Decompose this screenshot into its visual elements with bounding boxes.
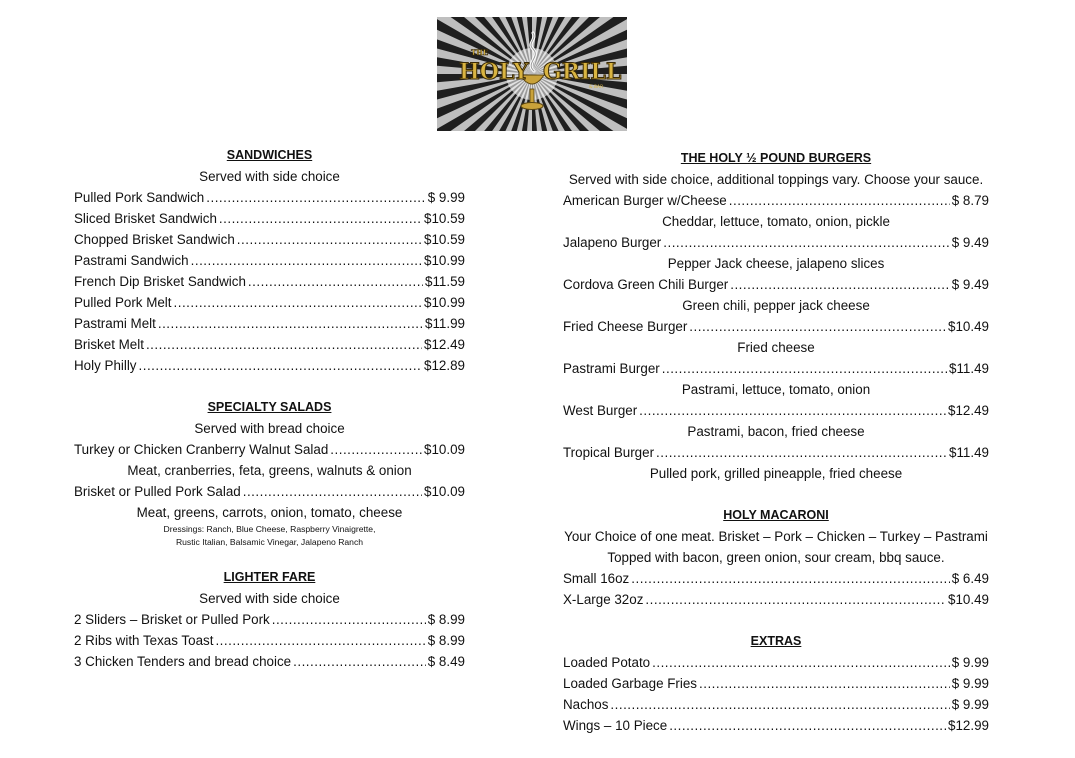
- item-name: Brisket Melt: [74, 337, 144, 352]
- item-name: West Burger: [563, 403, 638, 418]
- dot-leader: [645, 589, 946, 610]
- item-name: American Burger w/Cheese: [563, 193, 727, 208]
- logo-bar-text: & BAR: [589, 85, 604, 90]
- item-price: $10.99: [424, 295, 465, 310]
- menu-item: [74, 334, 465, 355]
- dot-leader: [158, 313, 423, 334]
- menu-item: [563, 232, 989, 253]
- item-price: $ 9.99: [951, 655, 989, 670]
- item-name: Brisket or Pulled Pork Salad: [74, 484, 241, 499]
- menu-item: [74, 355, 465, 376]
- dot-leader: [219, 208, 422, 229]
- logo-graphic: [437, 17, 627, 131]
- item-name: Tropical Burger: [563, 445, 655, 460]
- item-description: Pulled pork, grilled pineapple, fried cheese: [649, 466, 903, 481]
- item-price: $ 8.79: [951, 193, 989, 208]
- spacer: [74, 549, 465, 567]
- item-description: Meat, cranberries, feta, greens, walnuts & onion: [127, 463, 412, 478]
- item-price: $ 8.99: [427, 633, 465, 648]
- lighter-fare-subtitle: Served with side choice: [199, 591, 340, 606]
- dot-leader: [293, 651, 426, 672]
- item-name: 2 Ribs with Texas Toast: [74, 633, 214, 648]
- spacer: [563, 610, 989, 631]
- menu-item: [74, 313, 465, 334]
- item-description: Cheddar, lettuce, tomato, onion, pickle: [662, 214, 890, 229]
- dot-leader: [237, 229, 422, 250]
- menu-item: [74, 229, 465, 250]
- menu-item: [74, 609, 465, 630]
- item-price: $ 6.49: [951, 571, 989, 586]
- item-price: $10.99: [424, 253, 465, 268]
- item-price: $10.59: [424, 232, 465, 247]
- item-description: Green chili, pepper jack cheese: [682, 298, 870, 313]
- item-price: $ 9.49: [951, 277, 989, 292]
- item-price: $12.49: [424, 337, 465, 352]
- dot-leader: [272, 609, 426, 630]
- dot-leader: [206, 187, 426, 208]
- item-price: $10.09: [424, 484, 465, 499]
- logo-the-text: THE: [471, 48, 489, 57]
- item-name: X-Large 32oz: [563, 592, 644, 607]
- item-price: $10.49: [948, 319, 989, 334]
- holy-grill-logo: [437, 17, 627, 131]
- item-name: Chopped Brisket Sandwich: [74, 232, 235, 247]
- menu-item: [563, 652, 989, 673]
- item-description: Pastrami, bacon, fried cheese: [687, 424, 865, 439]
- dot-leader: [669, 715, 946, 736]
- right-column: [563, 148, 989, 736]
- item-name: Pastrami Melt: [74, 316, 156, 331]
- item-description: Pepper Jack cheese, jalapeno slices: [667, 256, 885, 271]
- menu-item: [74, 481, 465, 502]
- dot-leader: [729, 190, 950, 211]
- item-price: $12.99: [948, 718, 989, 733]
- item-name: Fried Cheese Burger: [563, 319, 688, 334]
- macaroni-description: Topped with bacon, green onion, sour cream, bbq sauce.: [607, 550, 945, 565]
- item-name: French Dip Brisket Sandwich: [74, 274, 246, 289]
- item-name: Jalapeno Burger: [563, 235, 662, 250]
- item-price: $ 9.99: [427, 190, 465, 205]
- dot-leader: [639, 400, 946, 421]
- menu-item: [563, 568, 989, 589]
- menu-item: [74, 271, 465, 292]
- item-price: $11.49: [949, 361, 989, 376]
- logo-grill-text: GRILL: [543, 59, 622, 85]
- spacer: [563, 484, 989, 505]
- burgers-subtitle: Served with side choice, additional toppings vary. Choose your sauce.: [568, 172, 984, 187]
- item-name: Loaded Potato: [563, 655, 651, 670]
- item-price: $12.89: [424, 358, 465, 373]
- dressings-note: Rustic Italian, Balsamic Vinegar, Jalapeno Ranch: [175, 537, 364, 547]
- item-price: $10.49: [948, 592, 989, 607]
- dressings-note: Dressings: Ranch, Blue Cheese, Raspberry Vinaigrette,: [163, 524, 376, 534]
- dot-leader: [215, 630, 425, 651]
- item-name: Pulled Pork Melt: [74, 295, 172, 310]
- macaroni-description: Your Choice of one meat. Brisket – Pork – Chicken – Turkey – Pastrami: [564, 529, 988, 544]
- item-name: Pastrami Burger: [563, 361, 660, 376]
- item-name: Sliced Brisket Sandwich: [74, 211, 217, 226]
- item-price: $11.59: [425, 274, 465, 289]
- menu-item: [563, 694, 989, 715]
- menu-item: [563, 190, 989, 211]
- item-name: Small 16oz: [563, 571, 630, 586]
- menu-item: [563, 400, 989, 421]
- dot-leader: [631, 568, 950, 589]
- dot-leader: [174, 292, 423, 313]
- dot-leader: [248, 271, 423, 292]
- dot-leader: [146, 334, 422, 355]
- left-column: [74, 145, 465, 672]
- dot-leader: [330, 439, 422, 460]
- item-price: $ 8.99: [427, 612, 465, 627]
- item-price: $10.09: [424, 442, 465, 457]
- item-name: Wings – 10 Piece: [563, 718, 668, 733]
- dot-leader: [730, 274, 950, 295]
- item-name: Cordova Green Chili Burger: [563, 277, 729, 292]
- menu-item: [563, 715, 989, 736]
- item-price: $10.59: [424, 211, 465, 226]
- salads-subtitle: Served with bread choice: [194, 421, 345, 436]
- menu-item: [563, 358, 989, 379]
- salads-heading: SPECIALTY SALADS: [207, 400, 332, 414]
- item-price: $ 9.49: [951, 235, 989, 250]
- dot-leader: [656, 442, 947, 463]
- item-name: 3 Chicken Tenders and bread choice: [74, 654, 292, 669]
- spacer: [74, 376, 465, 397]
- item-name: Pastrami Sandwich: [74, 253, 189, 268]
- item-price: $11.49: [949, 445, 989, 460]
- item-name: Loaded Garbage Fries: [563, 676, 697, 691]
- item-price: $11.99: [425, 316, 465, 331]
- macaroni-heading: HOLY MACARONI: [723, 508, 829, 522]
- item-description: Meat, greens, carrots, onion, tomato, cheese: [136, 505, 403, 520]
- dot-leader: [652, 652, 950, 673]
- item-name: Holy Philly: [74, 358, 137, 373]
- menu-item: [74, 630, 465, 651]
- item-name: Nachos: [563, 697, 609, 712]
- menu-item: [563, 274, 989, 295]
- dot-leader: [139, 355, 423, 376]
- dot-leader: [699, 673, 950, 694]
- dot-leader: [662, 358, 947, 379]
- item-price: $ 8.49: [427, 654, 465, 669]
- item-name: Pulled Pork Sandwich: [74, 190, 205, 205]
- menu-item: [74, 187, 465, 208]
- item-description: Pastrami, lettuce, tomato, onion: [681, 382, 871, 397]
- dot-leader: [689, 316, 946, 337]
- dot-leader: [191, 250, 422, 271]
- sandwiches-heading: SANDWICHES: [226, 148, 313, 162]
- logo-holy-text: HOLY: [459, 59, 529, 85]
- burgers-heading: THE HOLY ½ POUND BURGERS: [680, 151, 872, 165]
- menu-item: [74, 292, 465, 313]
- extras-heading: EXTRAS: [750, 634, 802, 648]
- menu-item: [74, 208, 465, 229]
- lighter-fare-heading: LIGHTER FARE: [223, 570, 316, 584]
- menu-item: [563, 589, 989, 610]
- item-price: $12.49: [948, 403, 989, 418]
- item-name: Turkey or Chicken Cranberry Walnut Salad: [74, 442, 329, 457]
- menu-item: [563, 673, 989, 694]
- dot-leader: [243, 481, 422, 502]
- menu-item: [563, 442, 989, 463]
- item-description: Fried cheese: [737, 340, 815, 355]
- menu-item: [74, 651, 465, 672]
- menu-item: [563, 316, 989, 337]
- sandwiches-subtitle: Served with side choice: [199, 169, 340, 184]
- item-price: $ 9.99: [951, 676, 989, 691]
- item-name: 2 Sliders – Brisket or Pulled Pork: [74, 612, 270, 627]
- menu-item: [74, 250, 465, 271]
- dot-leader: [610, 694, 949, 715]
- menu-item: [74, 439, 465, 460]
- dot-leader: [663, 232, 950, 253]
- item-price: $ 9.99: [951, 697, 989, 712]
